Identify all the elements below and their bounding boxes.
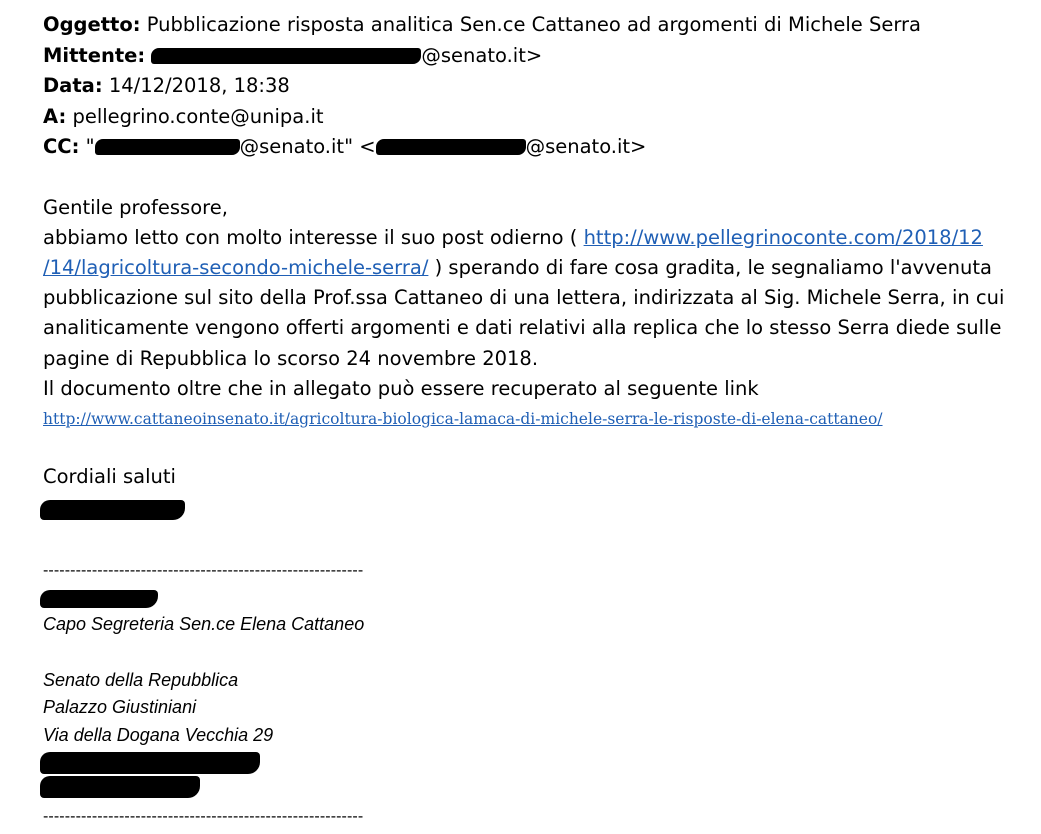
signature-role: Capo Segreteria Sen.ce Elena Cattaneo bbox=[43, 614, 365, 634]
sender-label: Mittente: bbox=[43, 43, 146, 67]
paragraph-2: Il documento oltre che in allegato può essere recuperato al seguente link bbox=[43, 376, 759, 400]
pellegrinoconte-link-part-2: /14/lagricoltura-secondo-michele-serra/ bbox=[43, 255, 429, 279]
to-value: pellegrino.conte@unipa.it bbox=[72, 104, 324, 128]
redacted-fax bbox=[40, 776, 200, 798]
signature-org: Senato della Repubblica bbox=[43, 670, 239, 690]
cc-value-2: @senato.it> bbox=[525, 135, 647, 158]
paragraph-1 bbox=[43, 223, 1008, 374]
closing-salutation: Cordiali saluti bbox=[43, 464, 176, 488]
pellegrinoconte-link-part-1: http://www.pellegrinoconte.com/2018/12 bbox=[583, 225, 983, 249]
signature-address: Via della Dogana Vecchia 29 bbox=[43, 725, 274, 745]
message-body bbox=[43, 193, 1008, 434]
date-line bbox=[43, 71, 1023, 102]
cc-value-1: @senato.it" < bbox=[239, 135, 376, 158]
sender-line bbox=[43, 41, 1023, 72]
cc-label: CC: bbox=[43, 135, 80, 158]
to-label: A: bbox=[43, 104, 67, 128]
redacted-cc-2 bbox=[376, 139, 526, 155]
cattaneoinsenato-link[interactable]: http://www.cattaneoinsenato.it/agricoltura-biologica-lamaca-di-michele-serra-le-risposte-di-elena-cattaneo/ bbox=[43, 409, 883, 428]
cc-quote: " bbox=[85, 135, 95, 158]
email-printout bbox=[43, 0, 1023, 492]
redacted-cc-1 bbox=[95, 139, 240, 155]
sender-value: @senato.it> bbox=[421, 43, 543, 67]
signature-building: Palazzo Giustiniani bbox=[43, 697, 197, 717]
date-label: Data: bbox=[43, 74, 103, 97]
subject-line bbox=[43, 10, 1023, 41]
subject-label: Oggetto: bbox=[43, 13, 141, 36]
redacted-sender bbox=[151, 48, 421, 64]
redacted-signature-name bbox=[40, 590, 158, 608]
redacted-phone bbox=[40, 752, 260, 774]
signature-divider-top: ----------------------------------------------------------- bbox=[43, 562, 364, 579]
subject-value: Pubblicazione risposta analitica Sen.ce Cattaneo ad argomenti di Michele Serra bbox=[146, 13, 921, 36]
signature-divider-bottom: ----------------------------------------------------------- bbox=[43, 808, 364, 825]
paragraph-1-intro: abbiamo letto con molto interesse il suo post odierno ( bbox=[43, 225, 584, 249]
to-line bbox=[43, 102, 1023, 133]
greeting: Gentile professore, bbox=[43, 195, 228, 219]
date-value: 14/12/2018, 18:38 bbox=[108, 74, 290, 97]
cc-line bbox=[43, 132, 1023, 163]
redacted-signer-name bbox=[40, 500, 185, 520]
paragraph-1-rest: ) sperando di fare cosa gradita, le segnaliamo l'avvenuta pubblicazione sul sito della Prof.ssa Cattaneo di una lettera, indirizzata al Sig. Michele Serra, in cui analiticamente vengono offerti argomenti e dati relativi alla replica che lo stesso Serra diede sulle pagine di Repubblica lo scorso 24 novembre 2018. bbox=[43, 255, 1005, 370]
